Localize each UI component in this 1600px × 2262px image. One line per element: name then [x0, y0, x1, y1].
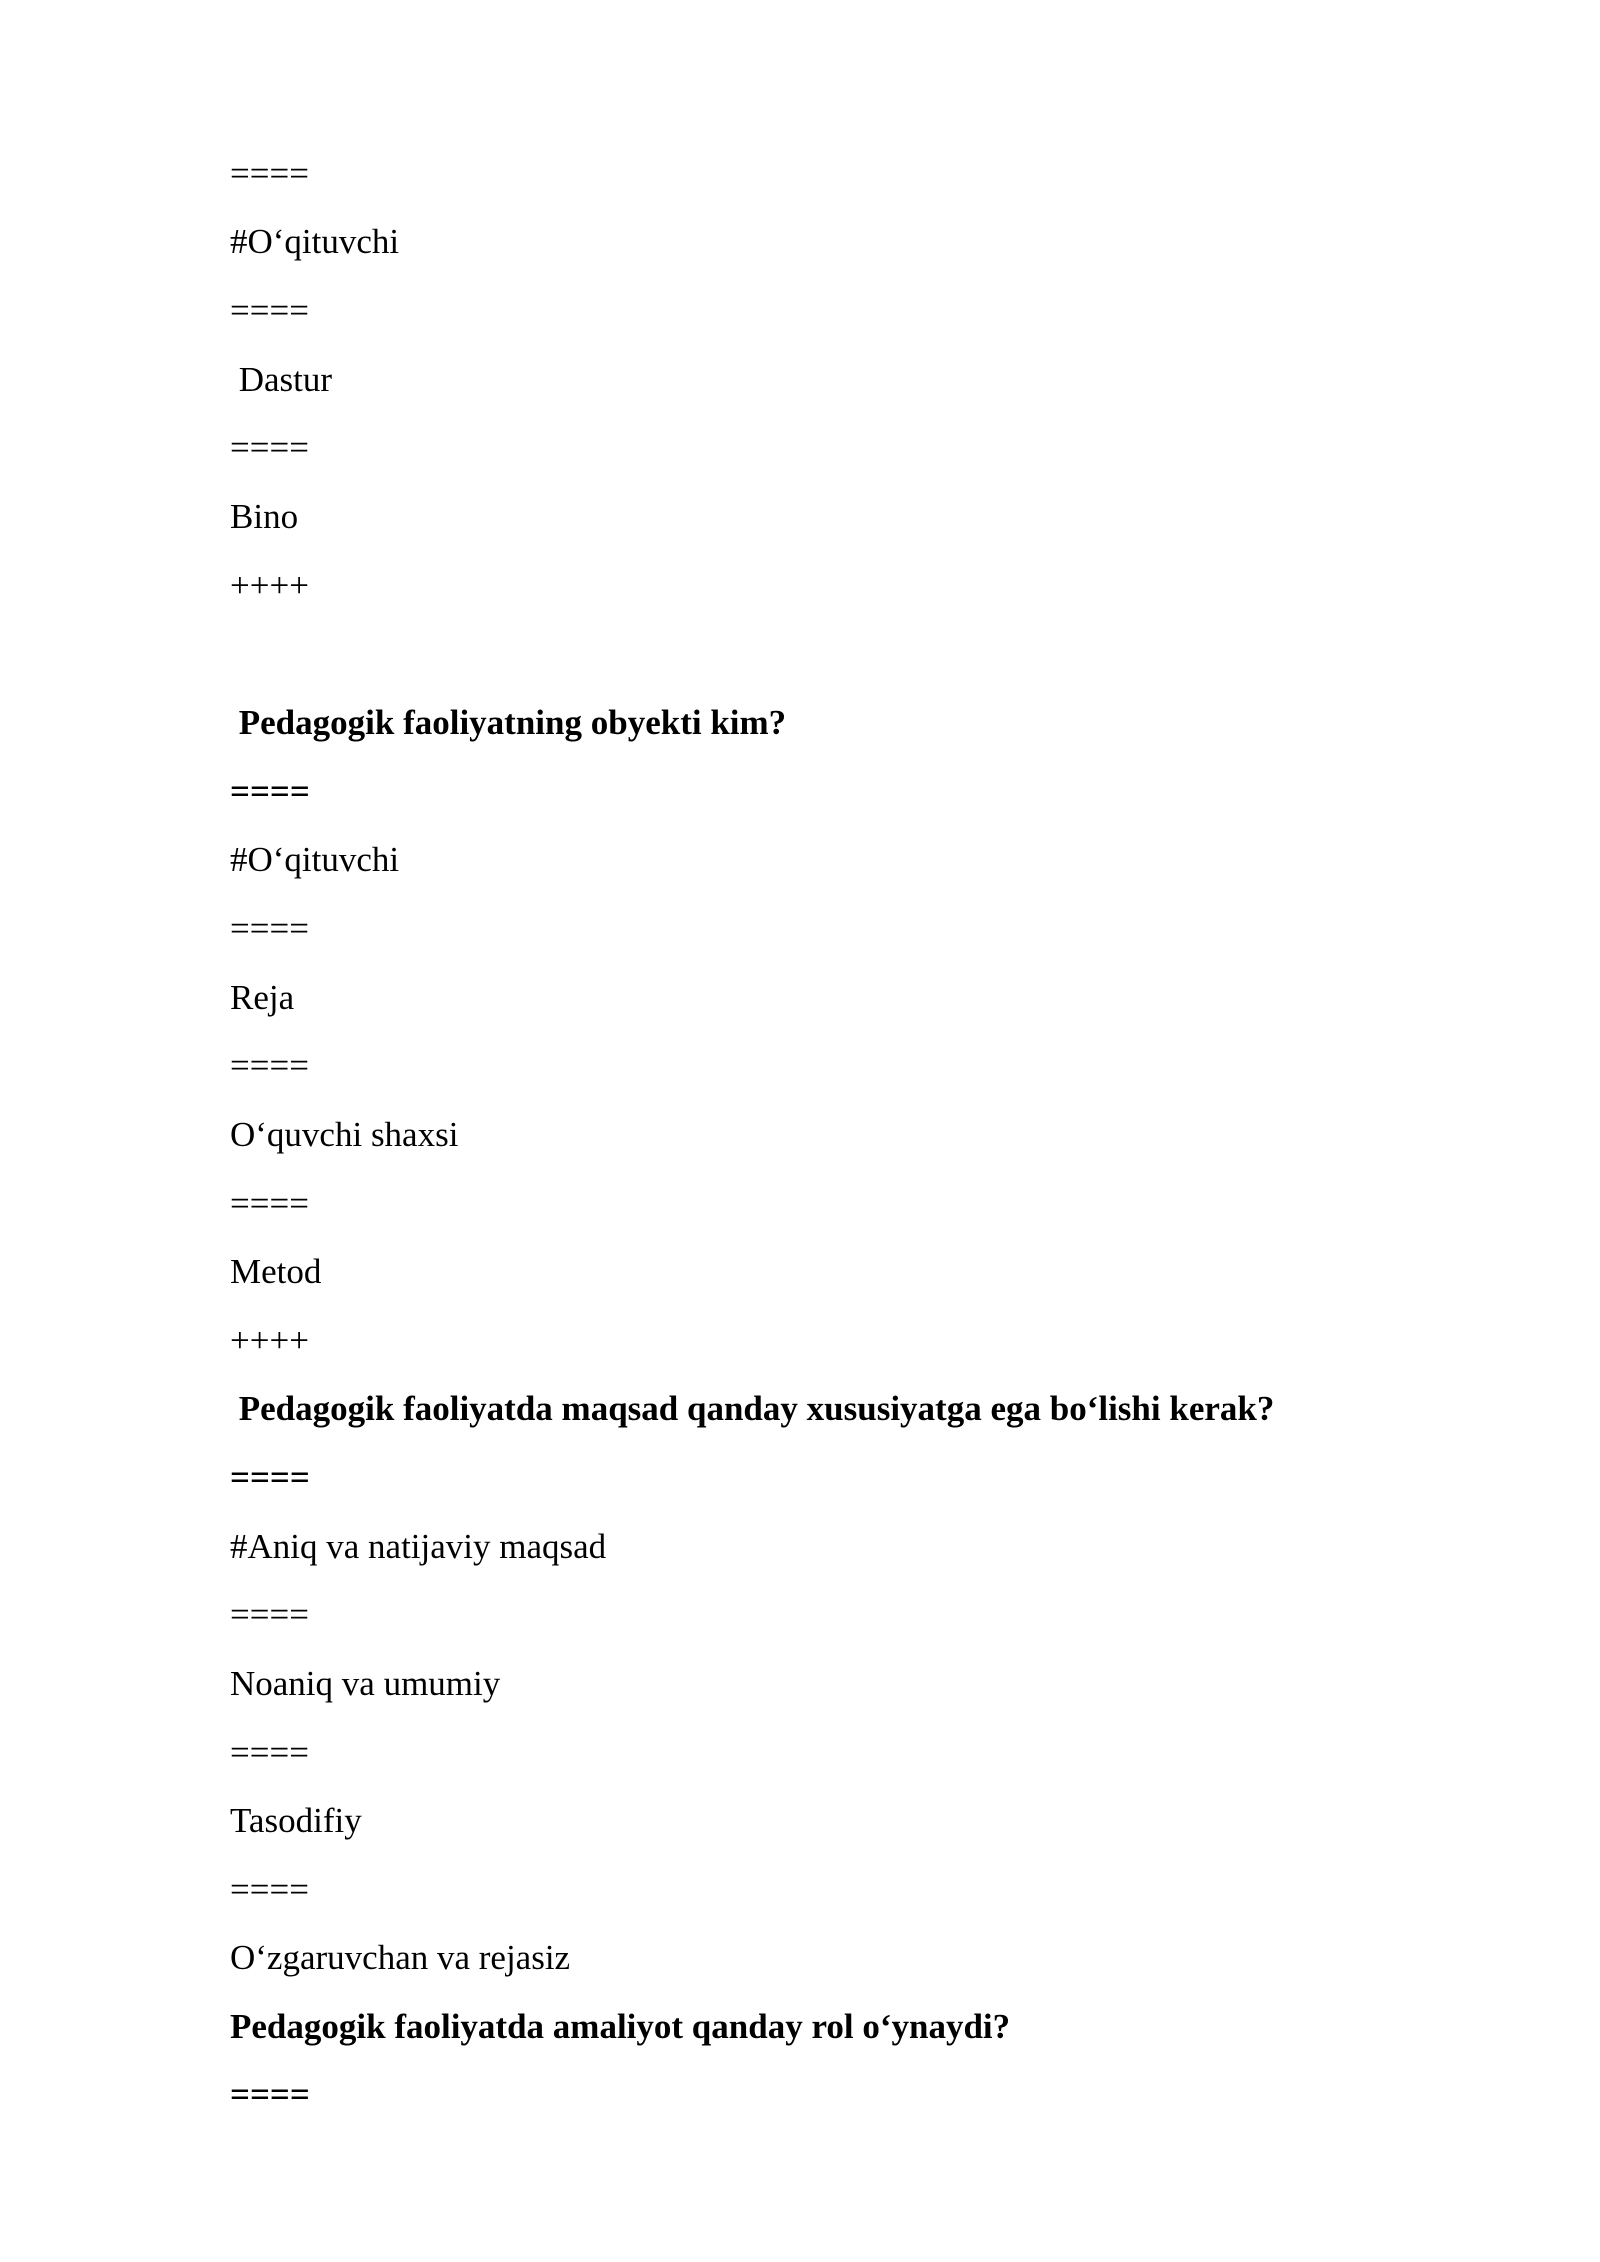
answer-option: #O‘qituvchi: [230, 840, 400, 879]
answer-option: O‘quvchi shaxsi: [230, 1115, 459, 1154]
answer-option: #O‘qituvchi: [230, 222, 400, 261]
answer-option: Bino: [230, 497, 299, 536]
separator-line: ====: [230, 1870, 309, 1909]
answer-option: Dastur: [230, 360, 333, 399]
answer-option: #Aniq va natijaviy maqsad: [230, 1527, 607, 1566]
answer-option: O‘zgaruvchan va rejasiz: [230, 1938, 571, 1977]
separator-line: ====: [230, 1458, 310, 1497]
separator-line: ====: [230, 154, 309, 193]
answer-option: Reja: [230, 978, 295, 1017]
question-text: Pedagogik faoliyatda amaliyot qanday rol o‘ynaydi?: [230, 2007, 1011, 2046]
question-end-marker: ++++: [230, 566, 309, 605]
separator-line: ====: [230, 1595, 309, 1634]
question-text: Pedagogik faoliyatning obyekti kim?: [230, 703, 787, 742]
separator-line: ====: [230, 1046, 309, 1085]
answer-option: Tasodifiy: [230, 1801, 362, 1840]
separator-line: ====: [230, 291, 309, 330]
separator-line: ====: [230, 428, 309, 467]
separator-line: ====: [230, 772, 310, 811]
answer-option: Metod: [230, 1252, 322, 1291]
answer-option: Noaniq va umumiy: [230, 1664, 501, 1703]
separator-line: ====: [230, 2075, 310, 2114]
question-end-marker: ++++: [230, 1321, 309, 1360]
separator-line: ====: [230, 1733, 309, 1772]
question-text: Pedagogik faoliyatda maqsad qanday xususiyatga ega bo‘lishi kerak?: [230, 1389, 1275, 1428]
separator-line: ====: [230, 909, 309, 948]
separator-line: ====: [230, 1184, 309, 1223]
